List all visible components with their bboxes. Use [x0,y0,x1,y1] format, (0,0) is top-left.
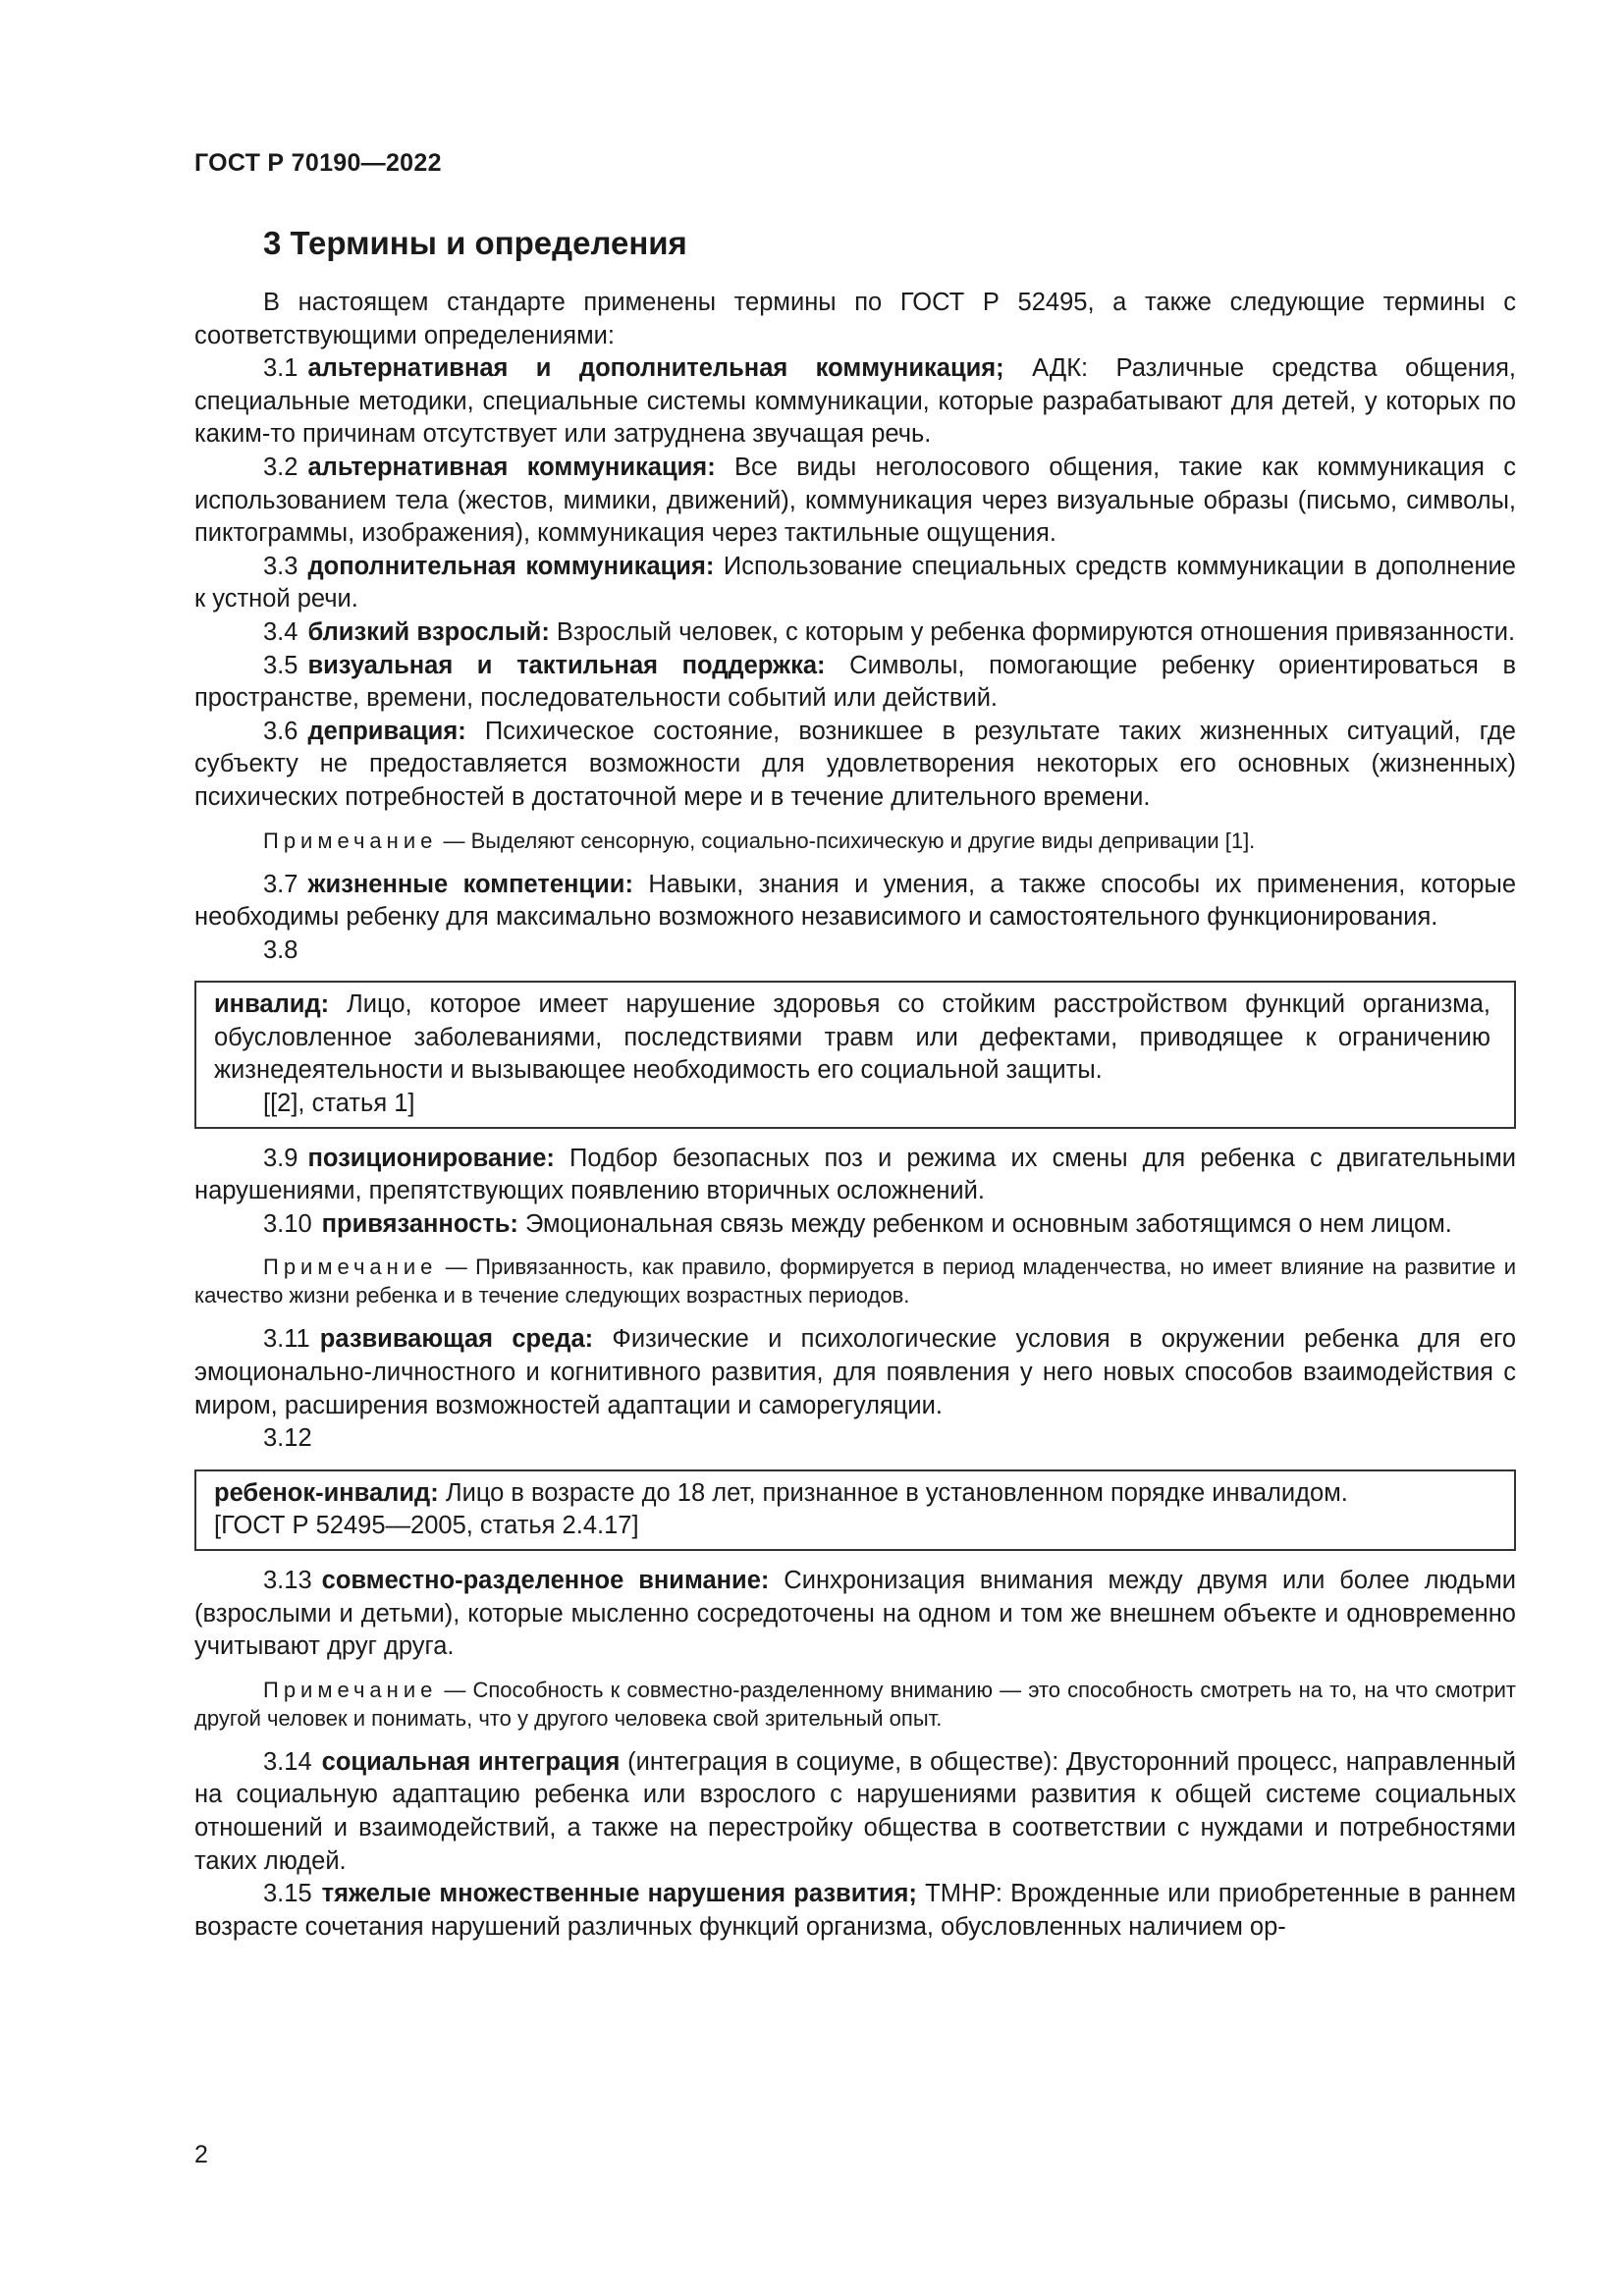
section-title: 3 Термины и определения [263,225,687,261]
note-3-10: Примечание — Привязанность, как правило, формируется в период младенчества, но имеет влияние на развитие и качество жизни ребенка и в течение следующих возрастных периодов. [194,1255,1516,1308]
term-3-10: 3.10 привязанность: Эмоциональная связь между ребенком и основным заботящимся о нем лицом. [263,1209,1452,1238]
term-3-2: 3.2 альтернативная коммуникация: Все виды неголосового общения, такие как коммуникация с использованием тела (жестов, мимики, движений), коммуникация через визуальные образы (письмо, символы, пиктограммы, изображения), коммуникация через тактильные ощущения. [194,453,1516,548]
definition-box-3-8 [194,981,1516,1128]
term-3-15: 3.15 тяжелые множественные нарушения развития; ТМНР: Врожденные или приобретенные в раннем возрасте сочетания нарушений различных функций организма, обусловленных наличием ор- [194,1880,1516,1941]
term-3-14: 3.14 социальная интеграция (интеграция в социуме, в обществе): Двусторонний процесс, направленный на социальную адаптацию ребенка или взрослого с нарушениями развития к общей системе социальных отношений и взаимодействий, а также на перестройку общества в соответствии с нуждами и потребностями таких людей. [194,1747,1516,1875]
term-3-1: 3.1 альтернативная и дополнительная коммуникация; АДК: Различные средства общения, специальные методики, специальные системы коммуникации, которые разрабатывают для детей, у которых по каким-то причинам отсутствует или затруднена звучащая речь. [194,354,1516,449]
term-3-6: 3.6 депривация: Психическое состояние, возникшее в результате таких жизненных ситуаций, где субъекту не предоставляется возможности для удовлетворения некоторых его основных (жизненных) психических потребностей в достаточной мере и в течение длительного времени. [194,717,1516,811]
document-code: ГОСТ Р 70190—2022 [194,149,442,177]
box-source: [ГОСТ Р 52495—2005, статья 2.4.17] [214,1512,639,1540]
term-3-9: 3.9 позиционирование: Подбор безопасных поз и режима их смены для ребенка с двигательными нарушениями, препятствующих появлению вторичных осложнений. [194,1144,1516,1205]
box-source: [[2], статья 1] [263,1090,415,1118]
term-3-11: 3.11 развивающая среда: Физические и психологические условия в окружении ребенка для его эмоционально-личностного и когнитивного развития, для появления у него новых способов взаимодействия с миром, расширения возможностей адаптации и саморегуляции. [194,1325,1516,1419]
term-3-3: 3.3 дополнительная коммуникация: Использование специальных средств коммуникации в дополнение к устной речи. [194,552,1516,614]
box-definition: инвалид: Лицо, которое имеет нарушение здоровья со стойким расстройством функций организма, обусловленное заболеваниями, последствиями травм или дефектами, приводящее к ограничению жизнедеятельности и вызывающее необходимость его социальной защиты. [214,990,1490,1085]
document-body [194,287,1516,1944]
box-definition: ребенок-инвалид: Лицо в возрасте до 18 лет, признанное в установленном порядке инвалидом. [214,1478,1348,1507]
note-3-6: Примечание — Выделяют сенсорную, социально-психическую и другие виды депривации [1]. [263,828,1256,853]
term-3-4: 3.4 близкий взрослый: Взрослый человек, с которым у ребенка формируются отношения привязанности. [263,617,1516,646]
note-3-13: Примечание — Способность к совместно-разделенному вниманию — это способность смотреть на то, на что смотрит другой человек и понимать, что у другого человека свой зрительный опыт. [194,1677,1516,1731]
term-3-5: 3.5 визуальная и тактильная поддержка: Символы, помогающие ребенку ориентироваться в пространстве, времени, последовательности событий или действий. [194,651,1517,713]
term-3-13: 3.13 совместно-разделенное внимание: Синхронизация внимания между двумя или более людьми (взрослыми и детьми), которые мысленно сосредоточены на одном и том же внешнем объекте и одновременно учитывают друг друга. [194,1567,1517,1661]
intro-paragraph: В настоящем стандарте применены термины по ГОСТ Р 52495, а также следующие термины с соответствующими определениями: [194,289,1516,349]
term-3-12-number: 3.12 [263,1424,312,1453]
definition-box-3-12 [194,1469,1516,1551]
term-3-8-number: 3.8 [263,935,298,964]
page-number: 2 [194,2141,208,2168]
term-3-7: 3.7 жизненные компетенции: Навыки, знания и умения, а также способы их применения, которые необходимы ребенку для максимально возможного независимого и самостоятельного функционирования. [194,870,1517,932]
